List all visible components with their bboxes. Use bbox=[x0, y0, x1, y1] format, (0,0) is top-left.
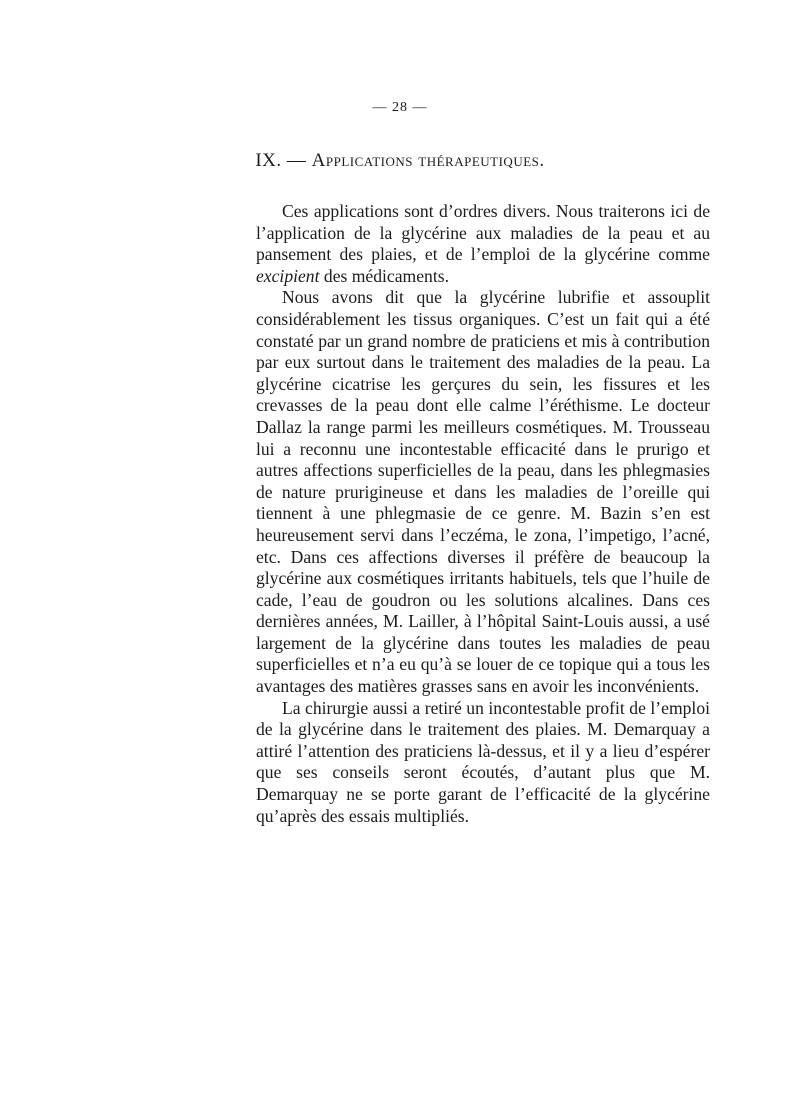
paragraph-1-emphasis: excipient bbox=[256, 265, 320, 286]
paragraph-1-text-end: des médicaments. bbox=[319, 265, 449, 286]
paragraph-1-text-start: Ces applications sont d’ordres divers. Nous traiterons ici de l’application de la glycérine aux maladies de la peau et au pansement des plaies, et de l’emploi de la glycérine comme bbox=[256, 201, 710, 265]
section-heading bbox=[0, 150, 800, 172]
heading-dash: — bbox=[286, 150, 307, 171]
page-number: — 28 — bbox=[372, 100, 428, 115]
paragraph-1 bbox=[256, 201, 710, 287]
section-title: Applications thérapeutiques. bbox=[311, 150, 545, 171]
paragraph-3: La chirurgie aussi a retiré un incontestable profit de l’emploi de la glycérine dans le traitement des plaies. M. Demarquay a attiré l’attention des praticiens là-dessus, et il y a lieu d’espérer que ses conseils seront écoutés, d’autant plus que M. Demarquay ne se porte garant de l’efficacité de la glycérine qu’après des essais multipliés. bbox=[256, 697, 710, 826]
paragraph-2: Nous avons dit que la glycérine lubrifie et assouplit considérablement les tissus organiques. C’est un fait qui a été constaté par un grand nombre de praticiens et mis à contribution par eux surtout dans le traitement des maladies de la peau. La glycérine cicatrise les gerçures du sein, les fissures et les crevasses de la peau dont elle calme l’éréthisme. Le docteur Dallaz la range parmi les meilleurs cosmétiques. M. Trousseau lui a reconnu une incontestable efficacité dans le prurigo et autres affections superficielles de la peau, dans les phlegmasies de nature prurigineuse et dans les maladies de l’oreille qui tiennent à une phlegmasie de ce genre. M. Bazin s’en est heureusement servi dans l’eczéma, le zona, l’impetigo, l’acné, etc. Dans ces affections diverses il préfère de beaucoup la glycérine aux cosmétiques irritants habituels, tels que l’huile de cade, l’eau de goudron ou les solutions alcalines. Dans ces dernières années, M. Lailler, à l’hôpital Saint-Louis aussi, a usé largement de la glycérine dans toutes les maladies de peau superficielles et n’a eu qu’à se louer de ce topique qui a tous les avantages des matières grasses sans en avoir les inconvénients. bbox=[256, 287, 710, 697]
section-numeral: IX. bbox=[255, 150, 282, 171]
body-text bbox=[256, 201, 710, 827]
